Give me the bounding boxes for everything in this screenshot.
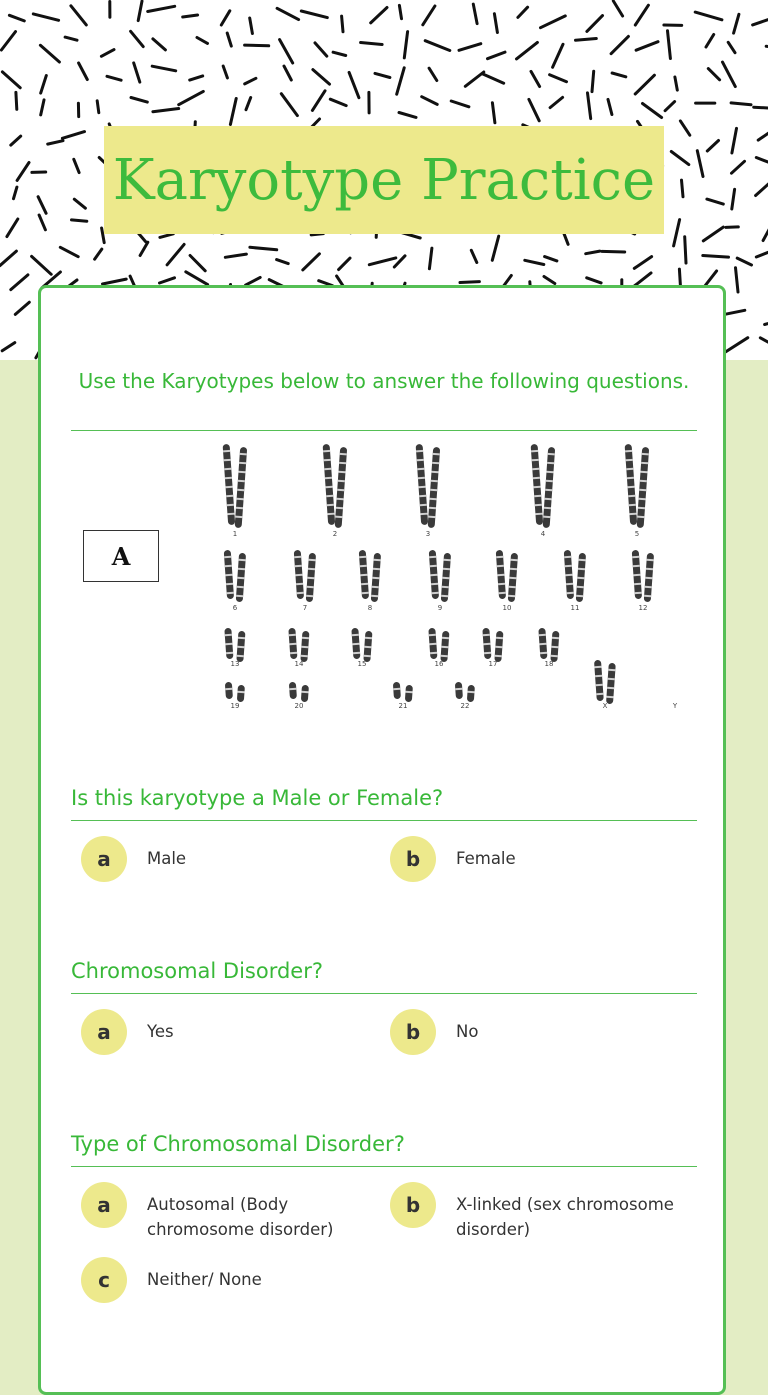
option-text: Female: [456, 836, 686, 871]
chromosome-number: 1: [233, 530, 237, 538]
pattern-dash: [518, 7, 528, 17]
pattern-dash: [404, 32, 407, 58]
pattern-dash: [703, 227, 723, 241]
pattern-dash: [190, 76, 203, 80]
pattern-dash: [183, 15, 198, 17]
option-q3-a[interactable]: [81, 1182, 377, 1242]
pattern-dash: [160, 234, 173, 238]
pattern-dash: [758, 127, 768, 141]
pattern-dash: [39, 215, 45, 230]
pattern-dash: [525, 260, 544, 264]
pattern-dash: [754, 107, 768, 108]
pattern-dash: [71, 6, 86, 25]
option-letter-badge: a: [81, 1009, 127, 1055]
chromosome-number: 8: [368, 604, 372, 612]
pattern-dash: [643, 104, 662, 118]
pattern-dash: [167, 244, 184, 264]
pattern-dash: [330, 99, 346, 105]
pattern-dash: [186, 272, 208, 285]
pattern-dash: [460, 282, 479, 283]
chromosome-number: 19: [231, 702, 240, 710]
pattern-dash: [517, 42, 538, 59]
pattern-dash: [62, 132, 84, 139]
chromosome-number: 17: [489, 660, 498, 668]
pattern-dash: [635, 5, 648, 25]
chromosome: [225, 682, 233, 699]
pattern-dash: [33, 14, 58, 20]
pattern-dash: [277, 260, 289, 264]
option-letter-badge: b: [390, 836, 436, 882]
question-3: Type of Chromosomal Disorder?: [71, 1130, 405, 1158]
pattern-dash: [756, 158, 768, 163]
pattern-dash: [680, 121, 689, 135]
pattern-dash: [425, 41, 450, 51]
pattern-dash: [281, 94, 297, 116]
pattern-dash: [349, 72, 359, 97]
pattern-dash: [95, 249, 102, 259]
pattern-dash: [41, 76, 47, 94]
option-q3-b[interactable]: [390, 1182, 686, 1242]
pattern-dash: [611, 36, 628, 53]
pattern-dash: [41, 100, 44, 115]
pattern-dash: [545, 257, 557, 261]
pattern-dash: [303, 254, 320, 270]
karyotype-label: A: [83, 530, 159, 582]
pattern-dash: [230, 99, 236, 125]
question-2: Chromosomal Disorder?: [71, 957, 323, 985]
divider: [71, 820, 697, 821]
pattern-dash: [482, 74, 503, 83]
chromosome-number: 2: [333, 530, 337, 538]
chromosome: [467, 685, 475, 702]
pattern-dash: [494, 14, 497, 33]
pattern-dash: [2, 72, 20, 88]
pattern-dash: [339, 258, 350, 270]
pattern-dash: [760, 338, 768, 352]
pattern-dash: [221, 11, 230, 25]
chromosome-number: 9: [438, 604, 442, 612]
pattern-dash: [734, 14, 739, 33]
pattern-dash: [451, 101, 469, 107]
pattern-dash: [65, 37, 77, 40]
pattern-dash: [11, 275, 28, 290]
pattern-dash: [671, 152, 689, 165]
pattern-dash: [695, 12, 722, 20]
pattern-dash: [361, 43, 383, 45]
pattern-dash: [280, 40, 293, 63]
pattern-dash: [399, 113, 416, 118]
pattern-dash: [732, 161, 745, 173]
pattern-dash: [731, 103, 751, 105]
pattern-dash: [74, 199, 85, 208]
option-q1-b[interactable]: [390, 836, 686, 882]
pattern-dash: [17, 163, 29, 181]
pattern-dash: [399, 5, 401, 18]
option-text: No: [456, 1009, 686, 1044]
pattern-dash: [488, 52, 506, 59]
pattern-dash: [763, 229, 768, 241]
pattern-dash: [38, 197, 46, 214]
pattern-dash: [726, 227, 738, 228]
chromosome-number: 22: [461, 702, 470, 710]
option-text: Neither/ None: [147, 1257, 377, 1292]
pattern-dash: [40, 45, 59, 62]
pattern-dash: [492, 236, 498, 260]
pattern-dash: [473, 4, 477, 24]
pattern-dash: [375, 73, 390, 77]
pattern-dash: [723, 62, 736, 87]
pattern-dash: [429, 68, 437, 80]
pattern-dash: [9, 15, 24, 21]
pattern-dash: [48, 141, 63, 144]
chromosome-number: 4: [541, 530, 546, 538]
pattern-dash: [707, 199, 723, 204]
pattern-dash: [471, 250, 477, 262]
pattern-dash: [765, 318, 768, 324]
pattern-dash: [529, 99, 539, 120]
pattern-dash: [612, 73, 626, 77]
pattern-dash: [131, 31, 144, 46]
option-q2-b[interactable]: [390, 1009, 686, 1055]
divider: [71, 993, 697, 994]
pattern-dash: [586, 251, 600, 254]
chromosome: [301, 685, 309, 702]
pattern-dash: [592, 71, 594, 91]
pattern-dash: [634, 257, 651, 269]
divider: [71, 430, 697, 431]
pattern-dash: [371, 8, 387, 23]
pattern-dash: [0, 251, 16, 266]
pattern-dash: [703, 256, 729, 258]
chromosome-number: 14: [295, 660, 304, 668]
option-text: Male: [147, 836, 377, 871]
pattern-dash: [707, 141, 718, 152]
pattern-dash: [60, 247, 78, 256]
pattern-dash: [685, 237, 686, 263]
pattern-dash: [2, 343, 15, 351]
pattern-dash: [588, 93, 591, 119]
divider: [71, 1166, 697, 1167]
pattern-dash: [225, 254, 246, 257]
option-q1-a[interactable]: [81, 836, 377, 882]
pattern-dash: [550, 97, 563, 107]
pattern-dash: [107, 76, 121, 80]
pattern-dash: [101, 50, 114, 57]
pattern-dash: [541, 16, 566, 28]
pattern-dash: [724, 338, 747, 353]
pattern-dash: [179, 91, 204, 104]
pattern-dash: [246, 277, 261, 285]
pattern-dash: [160, 278, 175, 283]
pattern-dash: [576, 39, 597, 41]
pattern-dash: [544, 277, 555, 284]
pattern-dash: [245, 45, 269, 46]
chromosome-number: 7: [303, 604, 307, 612]
option-q2-a[interactable]: [81, 1009, 377, 1055]
pattern-dash: [429, 248, 432, 269]
pattern-dash: [531, 71, 540, 86]
pattern-dash: [587, 16, 603, 32]
pattern-dash: [635, 75, 654, 94]
pattern-dash: [79, 63, 88, 80]
page-title: Karyotype Practice: [113, 148, 655, 213]
chromosome-number: 6: [233, 604, 238, 612]
pattern-dash: [732, 189, 735, 209]
pattern-dash: [301, 11, 327, 18]
pattern-dash: [333, 52, 346, 55]
chromosome: [237, 685, 245, 702]
pattern-dash: [422, 97, 438, 105]
chromosome: [393, 682, 401, 699]
chromosome-number: 16: [435, 660, 444, 668]
pattern-dash: [608, 99, 612, 114]
chromosome-number: 3: [426, 530, 430, 538]
chromosome-number: 15: [358, 660, 367, 668]
pattern-dash: [74, 159, 79, 172]
pattern-dash: [708, 69, 719, 80]
pattern-dash: [246, 98, 251, 110]
pattern-dash: [459, 44, 481, 51]
pattern-dash: [602, 251, 625, 252]
pattern-dash: [153, 109, 179, 112]
option-text: Yes: [147, 1009, 377, 1044]
option-letter-badge: a: [81, 836, 127, 882]
pattern-dash: [72, 220, 87, 221]
pattern-dash: [223, 66, 227, 78]
pattern-dash: [152, 66, 176, 71]
pattern-dash: [682, 180, 684, 197]
pattern-dash: [492, 103, 495, 123]
chromosome-number: 10: [503, 604, 512, 612]
chromosome: [405, 685, 413, 702]
pattern-dash: [140, 242, 148, 255]
chromosome-number: 21: [399, 702, 408, 710]
pattern-dash: [148, 6, 175, 11]
pattern-dash: [613, 1, 622, 16]
pattern-dash: [134, 63, 140, 82]
pattern-dash: [587, 278, 601, 283]
pattern-dash: [16, 92, 17, 109]
option-q3-c[interactable]: [81, 1257, 377, 1303]
pattern-dash: [197, 38, 208, 44]
instructions-text: Use the Karyotypes below to answer the following questions.: [70, 368, 698, 394]
chromosome-number: 11: [571, 604, 580, 612]
chromosome: [455, 682, 463, 699]
pattern-dash: [728, 42, 735, 52]
pattern-dash: [756, 182, 768, 195]
pattern-dash: [756, 248, 768, 257]
question-1: Is this karyotype a Male or Female?: [71, 784, 443, 812]
pattern-dash: [674, 220, 680, 246]
pattern-dash: [153, 39, 166, 50]
chromosome: [289, 682, 297, 699]
pattern-dash: [245, 78, 256, 84]
pattern-dash: [675, 77, 677, 90]
chromosome-number: 20: [295, 702, 304, 710]
pattern-dash: [736, 268, 739, 292]
pattern-dash: [103, 279, 127, 284]
pattern-dash: [313, 70, 330, 85]
option-text: X-linked (sex chromosome disorder): [456, 1182, 686, 1242]
chromosome-number: Y: [672, 702, 678, 710]
pattern-dash: [190, 256, 205, 271]
chromosome-number: X: [603, 702, 608, 710]
pattern-dash: [697, 151, 703, 177]
pattern-dash: [131, 98, 147, 103]
pattern-dash: [423, 6, 435, 25]
option-letter-badge: c: [81, 1257, 127, 1303]
pattern-dash: [550, 75, 567, 82]
chromosome-number: 18: [545, 660, 554, 668]
pattern-dash: [369, 258, 396, 265]
pattern-dash: [397, 68, 405, 94]
pattern-dash: [284, 66, 291, 80]
pattern-dash: [753, 20, 768, 25]
option-letter-badge: b: [390, 1009, 436, 1055]
chromosome-number: 12: [639, 604, 648, 612]
pattern-dash: [7, 219, 18, 237]
pattern-dash: [315, 43, 327, 56]
pattern-dash: [737, 258, 751, 265]
pattern-dash: [97, 101, 99, 113]
pattern-dash: [138, 1, 142, 21]
pattern-dash: [227, 33, 231, 46]
pattern-dash: [553, 44, 563, 67]
pattern-dash: [32, 256, 52, 274]
pattern-dash: [668, 31, 671, 59]
pattern-dash: [342, 16, 343, 32]
chromosome-number: 5: [635, 530, 639, 538]
pattern-dash: [14, 187, 17, 199]
option-text: Autosomal (Body chromosome disorder): [147, 1182, 377, 1242]
title-banner: [104, 126, 664, 234]
chromosome-number: 13: [231, 660, 240, 668]
pattern-dash: [15, 302, 29, 314]
pattern-dash: [250, 18, 253, 34]
pattern-dash: [636, 42, 658, 51]
option-letter-badge: b: [390, 1182, 436, 1228]
pattern-dash: [312, 91, 325, 111]
pattern-dash: [250, 247, 277, 250]
pattern-dash: [732, 128, 737, 153]
pattern-dash: [706, 35, 714, 48]
pattern-dash: [665, 102, 675, 111]
pattern-dash: [277, 8, 299, 19]
pattern-dash: [1, 32, 15, 50]
pattern-dash: [11, 136, 21, 145]
karyotype-image: [195, 438, 700, 720]
option-letter-badge: a: [81, 1182, 127, 1228]
